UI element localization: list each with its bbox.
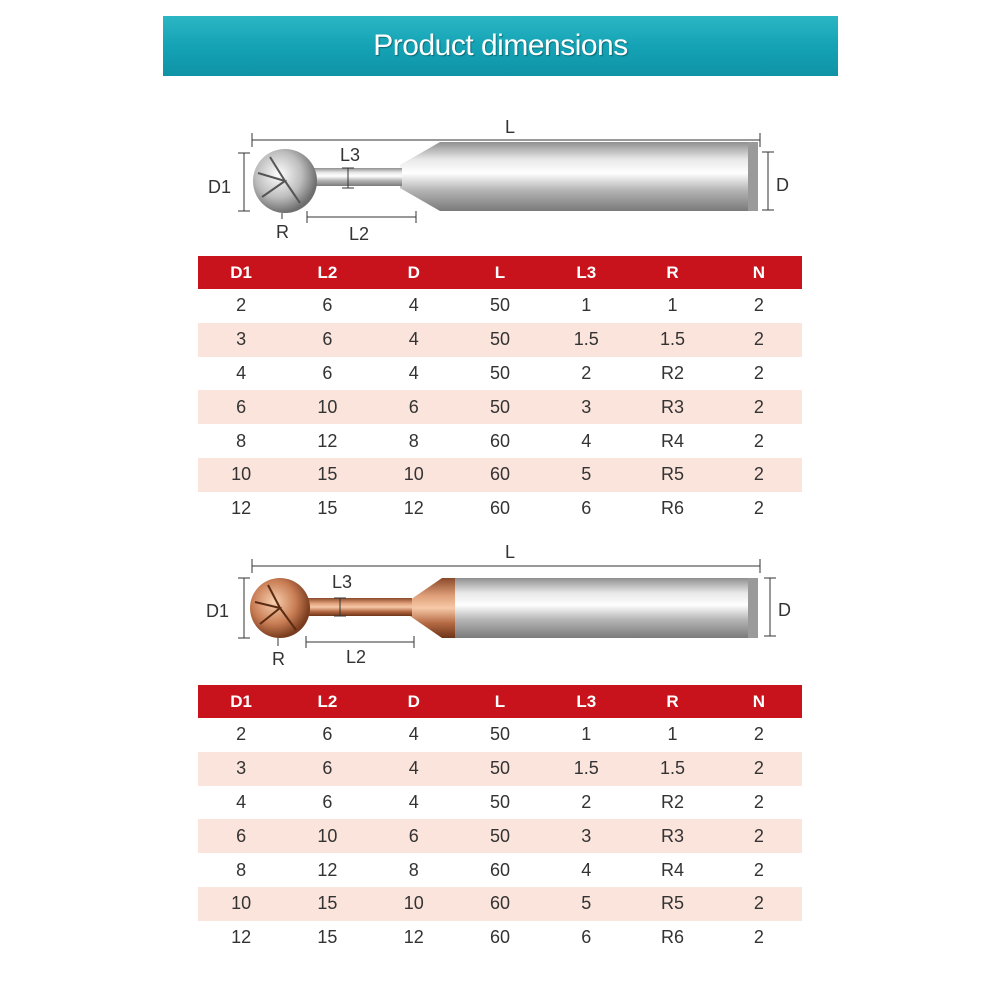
- table-cell: 50: [457, 390, 543, 424]
- table-cell: 50: [457, 786, 543, 820]
- table-cell: 4: [371, 786, 457, 820]
- table-cell: R3: [629, 819, 715, 853]
- table-row: [198, 424, 802, 458]
- table-cell: 4: [198, 786, 284, 820]
- table-row: [198, 921, 802, 955]
- table-cell: 4: [543, 853, 629, 887]
- table-cell: 2: [716, 887, 802, 921]
- table-row: [198, 458, 802, 492]
- column-header: D: [371, 685, 457, 718]
- table-cell: 8: [198, 853, 284, 887]
- table-cell: 5: [543, 887, 629, 921]
- table-cell: 50: [457, 289, 543, 323]
- table-cell: 6: [543, 492, 629, 526]
- column-header: D: [371, 256, 457, 289]
- table-cell: 12: [284, 424, 370, 458]
- column-header: L3: [543, 685, 629, 718]
- label-D: D: [776, 175, 789, 195]
- label-R: R: [272, 649, 285, 669]
- table-cell: 2: [198, 289, 284, 323]
- table-cell: 50: [457, 357, 543, 391]
- table-cell: 2: [716, 323, 802, 357]
- table-cell: 60: [457, 424, 543, 458]
- table-cell: 2: [716, 819, 802, 853]
- table-cell: R6: [629, 921, 715, 955]
- label-L2: L2: [346, 647, 367, 667]
- table-cell: 1: [629, 289, 715, 323]
- table-row: [198, 752, 802, 786]
- table-cell: 6: [284, 752, 370, 786]
- column-header: L2: [284, 685, 370, 718]
- column-header: R: [629, 256, 715, 289]
- table-cell: 12: [198, 921, 284, 955]
- table-cell: 60: [457, 458, 543, 492]
- table-cell: 4: [371, 718, 457, 752]
- column-header: L: [457, 685, 543, 718]
- table-cell: 4: [198, 357, 284, 391]
- table-cell: 1: [629, 718, 715, 752]
- table-cell: 5: [543, 458, 629, 492]
- column-header: D1: [198, 256, 284, 289]
- table-cell: R4: [629, 424, 715, 458]
- table-cell: 6: [284, 718, 370, 752]
- column-header: N: [716, 256, 802, 289]
- table-cell: 1.5: [629, 752, 715, 786]
- label-L2: L2: [349, 224, 370, 244]
- table-cell: 6: [284, 289, 370, 323]
- column-header: L3: [543, 256, 629, 289]
- table-row: [198, 718, 802, 752]
- table-cell: 2: [716, 289, 802, 323]
- table-cell: 10: [198, 458, 284, 492]
- table-cell: R3: [629, 390, 715, 424]
- table-cell: 10: [371, 458, 457, 492]
- table-cell: 4: [371, 357, 457, 391]
- column-header: N: [716, 685, 802, 718]
- table-cell: 1.5: [543, 752, 629, 786]
- table-cell: 4: [543, 424, 629, 458]
- table-cell: 3: [543, 819, 629, 853]
- table-row: [198, 853, 802, 887]
- label-L3: L3: [340, 145, 361, 165]
- silver-end-mill-drawing: [0, 115, 1000, 245]
- table-cell: 8: [198, 424, 284, 458]
- table-cell: 8: [371, 424, 457, 458]
- table-cell: 12: [284, 853, 370, 887]
- table-cell: 10: [284, 390, 370, 424]
- table-cell: 4: [371, 289, 457, 323]
- table-cell: 60: [457, 921, 543, 955]
- tool-diagram-bronze: [0, 540, 1000, 670]
- table-header-row: [198, 685, 802, 718]
- page-title: Product dimensions: [373, 29, 628, 62]
- tool-diagram-silver: [0, 115, 1000, 245]
- table-cell: 3: [543, 390, 629, 424]
- table-cell: R5: [629, 458, 715, 492]
- table-cell: 2: [716, 458, 802, 492]
- table-cell: R4: [629, 853, 715, 887]
- table-row: [198, 887, 802, 921]
- table-cell: 15: [284, 887, 370, 921]
- label-D1: D1: [206, 601, 230, 621]
- column-header: L2: [284, 256, 370, 289]
- label-R: R: [276, 222, 289, 242]
- table-cell: 1.5: [629, 323, 715, 357]
- label-D: D: [778, 600, 791, 620]
- table-row: [198, 289, 802, 323]
- table-row: [198, 786, 802, 820]
- table-cell: 60: [457, 853, 543, 887]
- table-cell: 10: [284, 819, 370, 853]
- table-cell: 1.5: [543, 323, 629, 357]
- table-cell: 2: [716, 921, 802, 955]
- spec-table-1: [198, 256, 802, 526]
- label-L3: L3: [332, 572, 353, 592]
- table-cell: 12: [371, 921, 457, 955]
- table-cell: 60: [457, 492, 543, 526]
- table-cell: 6: [284, 357, 370, 391]
- table-cell: 2: [198, 718, 284, 752]
- table-cell: 2: [716, 390, 802, 424]
- table-cell: 2: [543, 357, 629, 391]
- table-row: [198, 323, 802, 357]
- table-cell: R2: [629, 786, 715, 820]
- table-cell: 3: [198, 752, 284, 786]
- table-cell: 8: [371, 853, 457, 887]
- table-cell: 2: [716, 718, 802, 752]
- table-cell: 2: [716, 853, 802, 887]
- table-cell: 2: [716, 492, 802, 526]
- bronze-end-mill-drawing: [0, 540, 1000, 670]
- table-cell: 2: [716, 752, 802, 786]
- table-header-row: [198, 256, 802, 289]
- table-cell: R6: [629, 492, 715, 526]
- label-L: L: [505, 117, 516, 137]
- table-cell: 6: [284, 786, 370, 820]
- table-cell: 6: [198, 390, 284, 424]
- table-cell: 10: [371, 887, 457, 921]
- table-cell: 6: [543, 921, 629, 955]
- table-cell: 60: [457, 887, 543, 921]
- table-cell: 2: [716, 357, 802, 391]
- table-cell: 6: [371, 390, 457, 424]
- table-cell: 50: [457, 323, 543, 357]
- label-D1: D1: [208, 177, 232, 197]
- table-cell: 15: [284, 458, 370, 492]
- table-cell: 10: [198, 887, 284, 921]
- table-cell: 6: [371, 819, 457, 853]
- table-row: [198, 357, 802, 391]
- table-cell: R5: [629, 887, 715, 921]
- table-cell: 1: [543, 718, 629, 752]
- table-cell: 4: [371, 323, 457, 357]
- table-cell: R2: [629, 357, 715, 391]
- table-cell: 1: [543, 289, 629, 323]
- table-row: [198, 492, 802, 526]
- spec-table-2: [198, 685, 802, 955]
- table-cell: 2: [716, 424, 802, 458]
- table-cell: 2: [543, 786, 629, 820]
- table-cell: 3: [198, 323, 284, 357]
- column-header: D1: [198, 685, 284, 718]
- table-cell: 12: [371, 492, 457, 526]
- table-cell: 50: [457, 819, 543, 853]
- table-cell: 2: [716, 786, 802, 820]
- column-header: R: [629, 685, 715, 718]
- column-header: L: [457, 256, 543, 289]
- table-cell: 12: [198, 492, 284, 526]
- table-row: [198, 819, 802, 853]
- table-row: [198, 390, 802, 424]
- label-L: L: [505, 542, 516, 562]
- table-cell: 4: [371, 752, 457, 786]
- table-cell: 15: [284, 492, 370, 526]
- table-cell: 15: [284, 921, 370, 955]
- table-cell: 50: [457, 718, 543, 752]
- title-banner: [163, 16, 838, 76]
- table-cell: 6: [198, 819, 284, 853]
- table-cell: 6: [284, 323, 370, 357]
- table-cell: 50: [457, 752, 543, 786]
